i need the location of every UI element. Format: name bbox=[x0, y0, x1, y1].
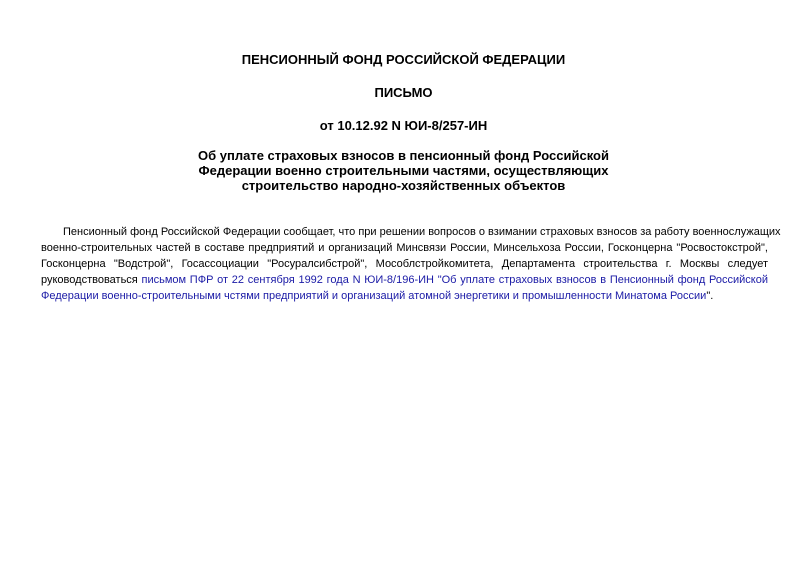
subject-line: строительство народно-хозяйственных объектов bbox=[241, 178, 566, 193]
body-text-fragment: руководствоваться bbox=[41, 274, 142, 286]
subject-line: Федерации военно строительными частями, осуществляющих bbox=[198, 163, 609, 178]
body-text-fragment: ". bbox=[706, 290, 714, 302]
subject-line: Об уплате страховых взносов в пенсионный фонд Российской bbox=[198, 148, 609, 163]
body-paragraph bbox=[41, 224, 781, 304]
document-subject bbox=[0, 148, 807, 193]
referenced-letter-link[interactable]: письмом ПФР от 22 сентября 1992 года N ЮИ-8/196-ИН "Об уплате страховых взносов в Пенсионный фонд Российской bbox=[141, 274, 768, 286]
body-line bbox=[41, 288, 768, 304]
body-line: Госконцерна "Водстрой", Госассоциации "Росуралсибстрой", Мособлстройкомитета, Департамента строительства г. Москвы следует bbox=[41, 258, 768, 270]
document-date-number: от 10.12.92 N ЮИ-8/257-ИН bbox=[319, 118, 488, 133]
referenced-letter-link-continued[interactable]: Федерации военно-строительными чстями предприятий и организаций атомной энергетики и промышленности Минатома России bbox=[41, 290, 707, 302]
body-line bbox=[41, 272, 768, 288]
organization-title: ПЕНСИОННЫЙ ФОНД РОССИЙСКОЙ ФЕДЕРАЦИИ bbox=[241, 52, 566, 67]
body-line: военно-строительных частей в составе предприятий и организаций Минсвязи России, Минсельхоза России, Госконцерна "Росвостокстрой", bbox=[41, 242, 768, 254]
document-type: ПИСЬМО bbox=[374, 85, 433, 100]
body-line: Пенсионный фонд Российской Федерации сообщает, что при решении вопросов о взимании страховых взносов за работу военнослужащих bbox=[63, 226, 781, 238]
